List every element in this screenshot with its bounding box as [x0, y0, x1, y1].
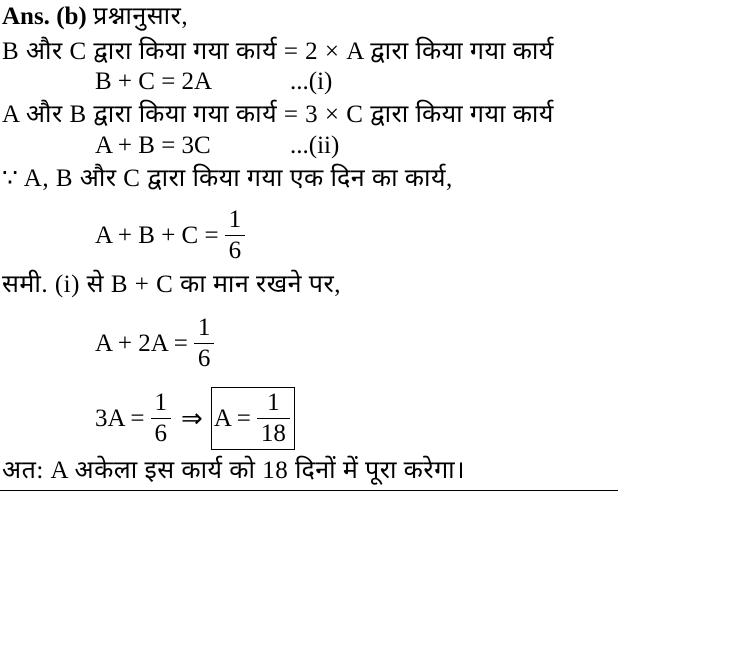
equation-3-numerator: 1: [228, 206, 242, 233]
final-answer-denominator: 18: [260, 420, 286, 447]
equation-4-numerator: 1: [197, 314, 211, 341]
answer-intro: प्रश्नानुसार,: [93, 3, 189, 30]
answer-header: [2, 2, 188, 32]
equation-2-text: A + B = 3C: [95, 132, 211, 159]
equation-2: [95, 131, 340, 161]
bottom-divider: [0, 490, 618, 491]
equation-5: [95, 387, 295, 450]
equation-3-fraction: [225, 205, 246, 266]
implies-arrow-icon: ⇒: [181, 403, 203, 434]
equation-5-fraction: [151, 388, 172, 449]
equation-4-denominator: 6: [197, 345, 211, 372]
answer-prefix: Ans.: [2, 3, 50, 30]
equation-1: [95, 67, 333, 97]
statement-line-3: ∵ A, B और C द्वारा किया गया एक दिन का कार्य,: [2, 165, 453, 192]
equation-5-denominator: 6: [154, 420, 168, 447]
equation-5-numerator: 1: [154, 389, 168, 416]
statement-line-4: समी. (i) से B + C का मान रखने पर,: [2, 271, 341, 298]
equation-2-tag: ...(ii): [290, 132, 340, 159]
equation-3-denominator: 6: [228, 237, 242, 264]
statement-line-1: B और C द्वारा किया गया कार्य = 2 × A द्वारा किया गया कार्य: [2, 38, 554, 65]
final-answer-numerator: 1: [267, 389, 280, 416]
equation-5-lhs: 3A =: [95, 404, 145, 432]
final-answer-lhs: A =: [213, 404, 251, 432]
equation-1-text: B + C = 2A: [95, 68, 213, 95]
statement-line-2: A और B द्वारा किया गया कार्य = 3 × C द्वारा किया गया कार्य: [2, 101, 554, 128]
equation-3-lhs: A + B + C =: [95, 221, 219, 249]
equation-3: [95, 205, 245, 266]
conclusion-line: अत: A अकेला इस कार्य को 18 दिनों में पूरा करेगा।: [2, 457, 466, 484]
equation-1-tag: ...(i): [290, 68, 333, 95]
equation-4: [95, 313, 214, 374]
final-answer-box: [211, 387, 295, 450]
equation-4-fraction: [194, 313, 215, 374]
equation-4-lhs: A + 2A =: [95, 329, 188, 357]
final-answer-fraction: [257, 388, 290, 449]
answer-option: (b): [56, 3, 87, 30]
